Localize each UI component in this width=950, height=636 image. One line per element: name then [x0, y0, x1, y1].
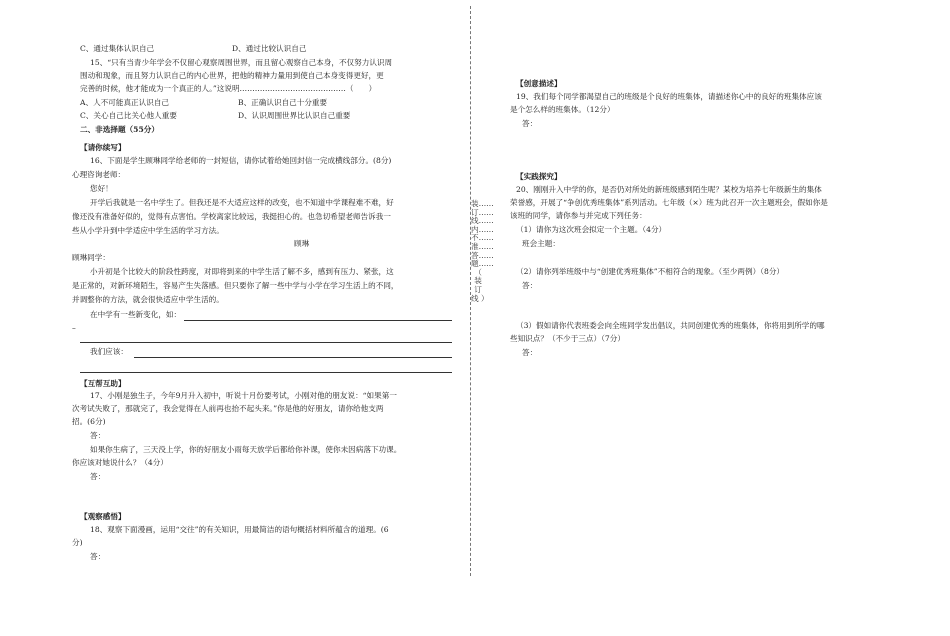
q15-stem-line3: 完善的时候，他才能成为一个真正的人。”这说明……………………………………（ ）: [80, 84, 377, 93]
letter-greeting: 您好！: [90, 184, 113, 193]
should-label: 我们应该：: [90, 347, 128, 356]
reply-line2: 是正常的，对新环境陌生，容易产生失落感。但只要你了解一些中学与小学在学习生活上的不同，: [72, 281, 399, 290]
letter-line2: 像还没有准备好似的，觉得有点害怕。学校离家比较远，我挺担心的。也急切希望老师告诉我一: [72, 212, 391, 221]
letter-line3: 些从小学升到中学适应中学生活的学习方法。: [72, 226, 224, 235]
q15-option-d: D、认识周围世界比认识自己重要: [238, 111, 351, 120]
q18-line1: 18、观察下面漫画，运用“交往”的有关知识，用最简洁的语句概括材料所蕴含的道理。(6: [90, 525, 389, 534]
seal-line-text: 装……订……线……内……不……准……答……题……（ 装 订 线 ）: [471, 199, 494, 303]
q14-option-d: D、通过比较认识自己: [232, 44, 307, 53]
reply-salutation: 顾琳同学：: [72, 253, 110, 262]
q20-sub3-answer-label: 答：: [522, 348, 538, 357]
q15-option-a: A、人不可能真正认识自己: [80, 98, 170, 107]
q16-prompt: 16、下面是学生顾琳同学给老师的一封短信，请你试着给她回封信一完成横线部分。(8分): [90, 156, 392, 165]
q20-sub3-line1: （3）假如请你代表班委会向全班同学发出倡议，共同创建优秀的班集体，你将用到所学的哪: [516, 321, 825, 330]
q20-sub1: （1）请你为这次班会拟定一个主题。（4分）: [516, 225, 667, 234]
q17b-line2: 你应该对她说什么？（4分）: [72, 458, 168, 467]
q15-option-c: C、关心自己比关心他人重要: [80, 111, 177, 120]
section-2-title: 二、非选择题（55分）: [80, 125, 159, 134]
section-help-title: 【互帮互助】: [80, 379, 126, 388]
reply-line3: 并调整你的方法，就会很快适应中学生活的。: [72, 295, 224, 304]
q20-sub2: （2）请你列举班级中与“创建优秀班集体”不相符合的现象。（至少两例）（8分）: [516, 267, 785, 276]
q18-answer-label: 答：: [90, 552, 106, 561]
q17-answer-label: 答：: [90, 431, 106, 440]
section-creative-title: 【创意描述】: [516, 79, 562, 88]
q20-line1: 20、刚刚升入中学的你，是否仍对所处的新班级感到陌生呢？某校为培养七年级新生的集体: [516, 185, 822, 194]
q15-stem-line1: 15、“只有当青少年学会不仅留心观察周围世界，而且留心观察自己本身，不仅努力认识周: [90, 58, 393, 67]
q15-option-b: B、正确认识自己十分重要: [238, 98, 328, 107]
should-answer-line[interactable]: [134, 357, 452, 358]
letter-signature: 顾琳: [294, 239, 310, 248]
section-write-title: 【请你续写】: [80, 143, 126, 152]
q17b-line1: 如果你生病了，三天没上学，你的好朋友小雨每天放学后都给你补课，使你未因病落下功课。: [90, 445, 402, 454]
section-practice-title: 【实践探究】: [516, 172, 562, 181]
q17b-answer-label: 答：: [90, 472, 106, 481]
q18-line2: 分): [72, 538, 83, 547]
new-change-answer-line-2[interactable]: [80, 342, 452, 343]
new-change-label: 在中学有一些新变化，如：: [90, 310, 182, 319]
letter-salutation: 心理咨询老师：: [72, 170, 126, 179]
q20-sub2-answer-label: 答：: [522, 281, 538, 290]
q19-answer-label: 答：: [522, 119, 538, 128]
q15-stem-line2: 围动和现象，而且努力认识自己的内心世界，把他的精神力量用到使自己本身变得更好，更: [80, 71, 384, 80]
section-observe-title: 【观察感悟】: [80, 512, 126, 521]
q17-line3: 招。(6分): [72, 417, 106, 426]
class-meeting-theme-label: 班会主题：: [522, 239, 560, 248]
letter-line1: 开学后我就是一名中学生了。但我还是不大适应这样的改变，也不知道中学课程难不难，好: [90, 198, 394, 207]
q17-line1: 17、小刚是独生子，今年9月升入初中，听说十月份要考试，小刚对他的朋友说：“如果第一: [90, 391, 397, 400]
dash-mark: –: [72, 323, 76, 332]
q17-line2: 次考试失败了，那就完了，我会觉得在人前再也抬不起头来。”你是他的好朋友，请你给他支两: [72, 404, 384, 413]
q19-line1: 19、我们每个同学都渴望自己的班级是个良好的班集体，请描述你心中的良好的班集体应该: [516, 92, 822, 101]
should-answer-line-2[interactable]: [80, 372, 452, 373]
q20-line3: 该班的同学，请你参与并完成下列任务：: [510, 211, 647, 220]
reply-line1: 小升初是个比较大的阶段性跨度，对即将到来的中学生活了解不多，感到有压力、紧张，这: [90, 267, 394, 276]
q19-line2: 是个怎么样的班集体。（12分）: [510, 105, 615, 114]
new-change-answer-line[interactable]: [184, 320, 452, 321]
q14-option-c: C、通过集体认识自己: [80, 44, 155, 53]
q20-sub3-line2: 些知识点？（不少于三点）（7分）: [510, 334, 625, 343]
q20-line2: 荣誉感，开展了“争创优秀班集体”系列活动。七年级（×）班为此召开一次主题班会，假如你是: [510, 198, 828, 207]
